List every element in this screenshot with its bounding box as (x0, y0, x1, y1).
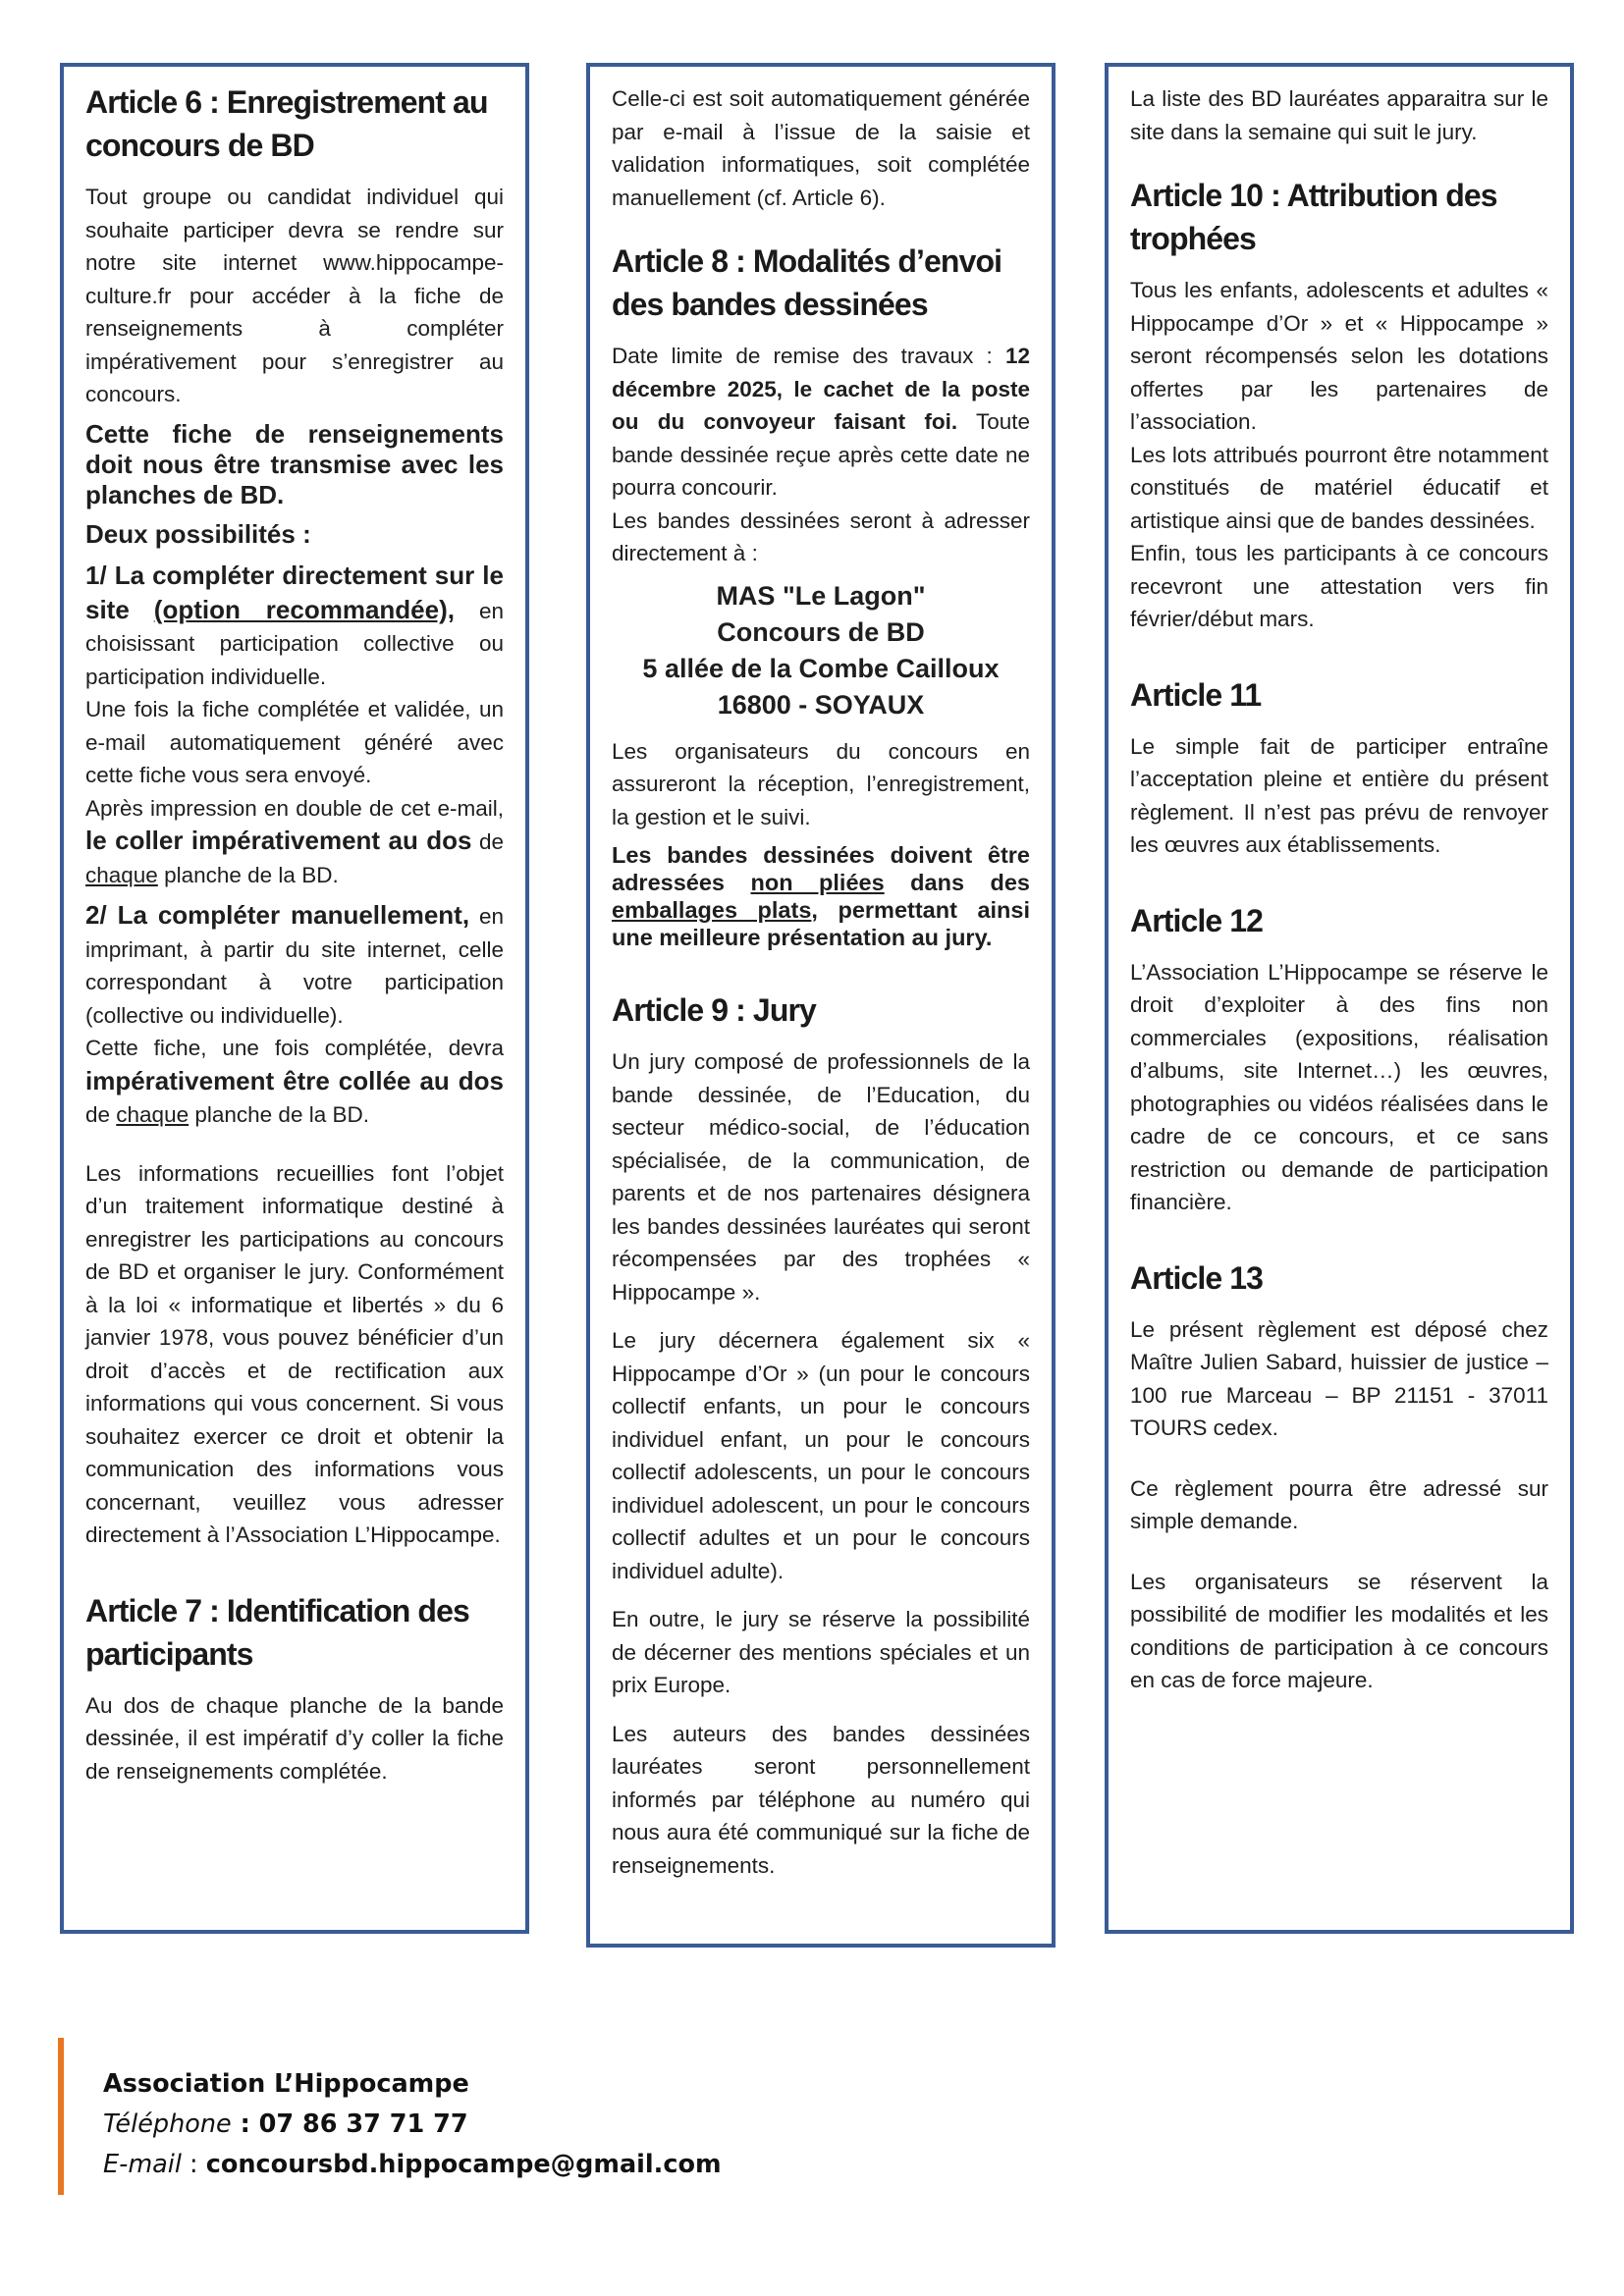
phone-line: Téléphone : 07 86 37 71 77 (103, 2109, 468, 2139)
postal-address: MAS "Le Lagon" Concours de BD 5 allée de la Combe Cailloux 16800 - SOYAUX (642, 580, 1000, 720)
privacy-paragraph: Les informations recueillies font l’objet d’un traitement informatique destiné à enregistrer les participations au concours de BD et organiser le jury. Conformément à la loi « informatique et libertés » du 6 janvier 1978, vous pouvez bénéficier d’un droit d’accès et de rectification aux informations qui vous concernent. Si vous souhaitez exercer ce droit et obtenir la communication des informations vous concernant, veuillez vous adresser directement à l’Association L’Hippocampe. (85, 1160, 504, 1547)
article-6-title: Article 6 : Enregistrement au concours de BD (85, 84, 488, 163)
deadline-paragraph: Date limite de remise des travaux : 12 décembre 2025, le cachet de la poste ou du convoyeur faisant foi. Toute bande dessinée reçue après cette date ne pourra concourir. (612, 344, 1030, 500)
option-1-paragraph: 1/ La compléter directement sur le site (option recommandée), en choisissant participation collective ou participation individuelle. (85, 561, 504, 689)
option-2-paragraph: 2/ La compléter manuellement, en imprimant, à partir du site internet, celle correspondant à votre participation (collective ou individuelle). (85, 900, 505, 1028)
rewards-paragraph: Tous les enfants, adolescents et adultes « Hippocampe d’Or » et « Hippocampe » seront récompensés selon les dotations offertes par les partenaires de l’association. (1130, 278, 1548, 434)
packaging-notice: Les bandes dessinées doivent être adressées non pliées dans des emballages plats, permettant ainsi une meilleure présentation au jury. (612, 842, 1031, 950)
article-6-emphasis: Cette fiche de renseignements doit nous être transmise avec les planches de BD. (85, 418, 504, 509)
options-heading: Deux possibilités : (85, 518, 311, 549)
article-11-title: Article 11 (1130, 676, 1262, 713)
article-7-paragraph: Au dos de chaque planche de la bande dessinée, il est impératif d’y coller la fiche de renseignements complétée. (85, 1692, 504, 1784)
email-address[interactable]: concoursbd.hippocampe@gmail.com (205, 2150, 722, 2179)
winners-list-paragraph: La liste des BD lauréates apparaitra sur le site dans la semaine qui suit le jury. (1130, 86, 1548, 144)
continuation-paragraph: Celle-ci est soit automatiquement générée par e-mail à l’issue de la saisie et validation informatiques, soit complétée manuellement (cf. Article 6). (612, 86, 1030, 210)
article-12-title: Article 12 (1130, 902, 1264, 938)
column-middle (586, 63, 1056, 1948)
request-paragraph: Ce règlement pourra être adressé sur simple demande. (1130, 1475, 1548, 1533)
option-1-print-paragraph: Après impression en double de cet e-mail, le coller impérativement au dos de chaque planche de la BD. (85, 795, 504, 887)
email-line: E-mail : concoursbd.hippocampe@gmail.com (103, 2150, 722, 2179)
certificate-paragraph: Enfin, tous les participants à ce concours recevront une attestation vers fin février/début mars. (1130, 541, 1548, 631)
winners-notification-paragraph: Les auteurs des bandes dessinées lauréates seront personnellement informés par téléphone au numéro qui nous aura été communiqué sur la fiche de renseignements. (612, 1721, 1030, 1878)
force-majeure-paragraph: Les organisateurs se réservent la possibilité de modifier les modalités et les conditions de participation à ce concours en cas de force majeure. (1130, 1569, 1548, 1692)
contact-footer (58, 2038, 722, 2195)
article-12-paragraph: L’Association L’Hippocampe se réserve le droit d’exploiter à des fins non commerciales (expositions, réalisation d’albums, site Internet…) les œuvres, photographies ou vidéos réalisées dans le cadre de ce concours, et ce sans restriction ou demande de participation financière. (1130, 959, 1548, 1214)
deadline-date: 12 décembre 2025, le cachet de la poste ou du convoyeur faisant foi. (612, 344, 1030, 434)
column-right (1105, 63, 1574, 1934)
column-left (60, 63, 529, 1934)
option-1-email-paragraph: Une fois la fiche complétée et validée, un e-mail automatiquement généré avec cette fiche vous sera envoyé. (85, 697, 504, 787)
association-name: Association L’Hippocampe (103, 2069, 469, 2099)
article-7-title: Article 7 : Identification des participants (85, 1592, 469, 1672)
golden-award-paragraph: Le jury décernera également six « Hippocampe d’Or » (un pour le concours collectif enfants, un pour le concours individuel enfant, un pour le concours collectif adolescents, un pour le concours individuel adolescent, un pour le concours collectif adultes et un pour le concours individuel adulte). (612, 1328, 1030, 1583)
organizers-paragraph: Les organisateurs du concours en assureront la réception, l’enregistrement, la gestion et le suivi. (612, 738, 1030, 829)
recommended-option: (option recommandée), (153, 594, 455, 624)
special-mentions-paragraph: En outre, le jury se réserve la possibilité de décerner des mentions spéciales et un prix Europe. (612, 1607, 1030, 1697)
article-8-title: Article 8 : Modalités d’envoi des bandes dessinées (612, 243, 1002, 322)
article-10-title: Article 10 : Attribution des trophées (1130, 178, 1497, 256)
send-to-paragraph: Les bandes dessinées seront à adresser directement à : (612, 507, 1030, 565)
option-2-stick-paragraph: Cette fiche, une fois complétée, devra impérativement être collée au dos de chaque planche de la BD. (85, 1036, 504, 1127)
phone-number: 07 86 37 71 77 (258, 2109, 468, 2139)
jury-paragraph: Un jury composé de professionnels de la bande dessinée, de l’Education, du secteur médico-social, de l’éducation spécialisée, de la communication, de parents et de nos partenaires désignera les bandes dessinées lauréates qui seront récompensées par des trophées « Hippocampe ». (612, 1049, 1030, 1305)
prizes-paragraph: Les lots attribués pourront être notamment constitués de matériel éducatif et artistique ainsi que de bandes dessinées. (1130, 442, 1548, 533)
article-6-paragraph: Tout groupe ou candidat individuel qui souhaite participer devra se rendre sur notre site internet www.hippocampe-culture.fr pour accéder à la fiche de renseignements à compléter impérativement pour s’enregistrer au concours. (85, 185, 504, 406)
article-13-paragraph: Le présent règlement est déposé chez Maître Julien Sabard, huissier de justice – 100 rue Marceau – BP 21151 - 37011 TOURS cedex. (1130, 1316, 1548, 1440)
article-9-title: Article 9 : Jury (612, 992, 816, 1028)
article-11-paragraph: Le simple fait de participer entraîne l’acceptation pleine et entière du présent règlement. Il n’est pas prévu de renvoyer les œuvres aux établissements. (1130, 733, 1548, 857)
article-13-title: Article 13 (1130, 1259, 1264, 1296)
